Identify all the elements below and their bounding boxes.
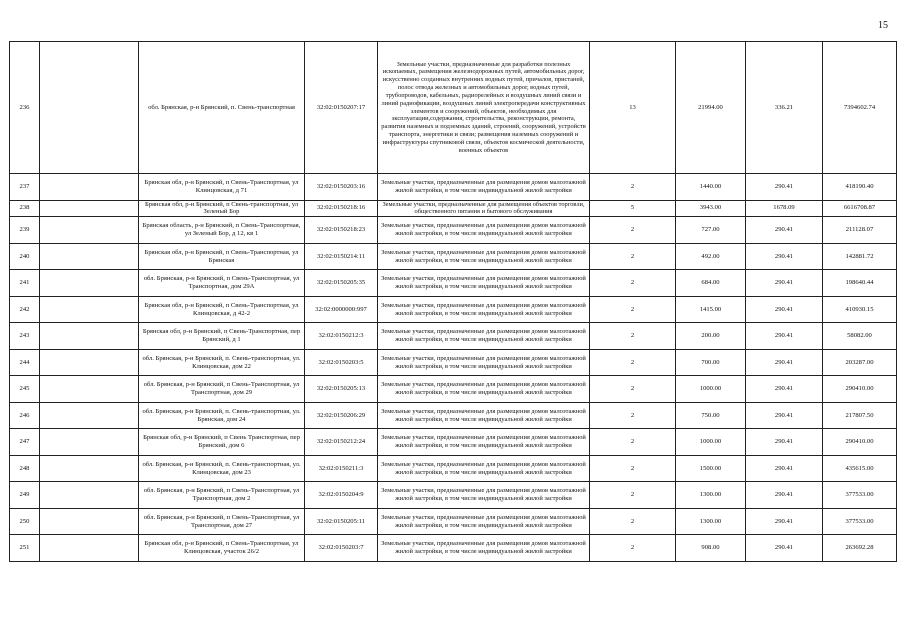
blank-cell [40,402,139,429]
row-number-cell: 243 [10,323,40,350]
blank-cell [40,243,139,270]
address-cell: Брянская обл, р-н Брянский, п Свень-Транспортная, ул Клинцовская, участок 26/2 [139,535,305,562]
land-use-group-cell: 2 [590,174,676,201]
table-row [10,174,897,201]
land-use-purpose-cell: Земельные участки, предназначенные для размещения домов малоэтажной жилой застройки, в том числе индивидуальной жилой застройки [378,482,590,509]
table-row [10,482,897,509]
land-use-purpose-cell: Земельные участки, предназначенные для размещения домов малоэтажной жилой застройки, в том числе индивидуальной жилой застройки [378,535,590,562]
row-number-cell: 247 [10,429,40,456]
cadastral-value-cell: 377533.00 [823,508,897,535]
address-cell: обл. Брянская, р-н Брянский, п. Свень-транспортная, ул. Клинцовская, дом 23 [139,455,305,482]
table-row [10,217,897,244]
land-use-purpose-cell: Земельные участки, предназначенные для размещения домов малоэтажной жилой застройки, в том числе индивидуальной жилой застройки [378,429,590,456]
land-use-group-cell: 2 [590,296,676,323]
cadastral-value-cell: 418190.40 [823,174,897,201]
cadastral-value-cell: 198640.44 [823,270,897,297]
area-cell: 492.00 [676,243,746,270]
row-number-cell: 237 [10,174,40,201]
row-number-cell: 242 [10,296,40,323]
cadastral-number-cell: 32:02:0150212:24 [305,429,378,456]
cadastral-number-cell: 32:02:0150205:11 [305,508,378,535]
area-cell: 1300.00 [676,508,746,535]
land-use-purpose-cell: Земельные участки, предназначенные для размещения домов малоэтажной жилой застройки, в том числе индивидуальной жилой застройки [378,217,590,244]
specific-value-cell: 290.41 [746,323,823,350]
address-cell: Брянская обл, р-н Брянский, п Свень-Транспортная, ул Брянская [139,243,305,270]
land-plot-register-table [9,41,897,562]
area-cell: 1000.00 [676,376,746,403]
area-cell: 21994.00 [676,42,746,174]
table-row [10,296,897,323]
cadastral-number-cell: 32:02:0150205:35 [305,270,378,297]
land-use-group-cell: 2 [590,402,676,429]
blank-cell [40,376,139,403]
land-use-group-cell: 2 [590,508,676,535]
cadastral-number-cell: 32:02:0150218:23 [305,217,378,244]
blank-cell [40,42,139,174]
land-use-purpose-cell: Земельные участки, предназначенные для размещения домов малоэтажной жилой застройки, в том числе индивидуальной жилой застройки [378,349,590,376]
land-use-purpose-cell: Земельные участки, предназначенные для размещения домов малоэтажной жилой застройки, в том числе индивидуальной жилой застройки [378,243,590,270]
area-cell: 1300.00 [676,482,746,509]
table-row [10,323,897,350]
blank-cell [40,455,139,482]
specific-value-cell: 290.41 [746,402,823,429]
land-use-purpose-cell: Земельные участки, предназначенные для размещения домов малоэтажной жилой застройки, в том числе индивидуальной жилой застройки [378,508,590,535]
address-cell: обл. Брянская, р-н Брянский, п. Свень-транспортная, ул. Клинцовская, дом 22 [139,349,305,376]
cadastral-number-cell: 32:02:0150205:13 [305,376,378,403]
cadastral-number-cell: 32:02:0150218:16 [305,200,378,217]
land-use-purpose-cell: Земельные участки, предназначенные для размещения домов малоэтажной жилой застройки, в том числе индивидуальной жилой застройки [378,402,590,429]
address-cell: обл. Брянская, р-н Брянский, п Свень-Транспортная, ул Транспортная, дом 2 [139,482,305,509]
table-row [10,455,897,482]
land-use-purpose-cell: Земельные участки, предназначенные для размещения домов малоэтажной жилой застройки, в том числе индивидуальной жилой застройки [378,296,590,323]
blank-cell [40,270,139,297]
land-use-group-cell: 2 [590,535,676,562]
row-number-cell: 251 [10,535,40,562]
row-number-cell: 250 [10,508,40,535]
land-use-purpose-cell: Земельные участки, предназначенные для размещения домов малоэтажной жилой застройки, в том числе индивидуальной жилой застройки [378,174,590,201]
cadastral-value-cell: 58082.00 [823,323,897,350]
cadastral-number-cell: 32:02:0150206:29 [305,402,378,429]
specific-value-cell: 336.21 [746,42,823,174]
cadastral-number-cell: 32:02:0150203:16 [305,174,378,201]
table-row [10,270,897,297]
cadastral-value-cell: 290410.00 [823,376,897,403]
row-number-cell: 246 [10,402,40,429]
land-use-group-cell: 2 [590,455,676,482]
specific-value-cell: 290.41 [746,270,823,297]
land-use-purpose-cell: Земельные участки, предназначенные для размещения объектов торговли, общественного питания и бытового обслуживания [378,200,590,217]
blank-cell [40,349,139,376]
row-number-cell: 249 [10,482,40,509]
blank-cell [40,217,139,244]
land-use-purpose-cell: Земельные участки, предназначенные для размещения домов малоэтажной жилой застройки, в том числе индивидуальной жилой застройки [378,376,590,403]
cadastral-number-cell: 32:02:0150207:17 [305,42,378,174]
area-cell: 684.00 [676,270,746,297]
address-cell: обл. Брянская, р-н Брянский, п. Свень-транспортная [139,42,305,174]
cadastral-value-cell: 410930.15 [823,296,897,323]
address-cell: обл. Брянская, р-н Брянский, п Свень-Транспортная, ул Транспортная, дом 27 [139,508,305,535]
specific-value-cell: 1678.09 [746,200,823,217]
land-use-group-cell: 2 [590,482,676,509]
area-cell: 1500.00 [676,455,746,482]
table-row [10,349,897,376]
land-use-group-cell: 13 [590,42,676,174]
row-number-cell: 244 [10,349,40,376]
area-cell: 1000.00 [676,429,746,456]
area-cell: 1415.00 [676,296,746,323]
table-row [10,508,897,535]
blank-cell [40,482,139,509]
land-use-purpose-cell: Земельные участки, предназначенные для размещения домов малоэтажной жилой застройки, в том числе индивидуальной жилой застройки [378,323,590,350]
specific-value-cell: 290.41 [746,296,823,323]
land-use-group-cell: 2 [590,243,676,270]
cadastral-number-cell: 32:02:0000000:997 [305,296,378,323]
row-number-cell: 238 [10,200,40,217]
land-use-purpose-cell: Земельные участки, предназначенные для размещения домов малоэтажной жилой застройки, в том числе индивидуальной жилой застройки [378,270,590,297]
address-cell: обл. Брянская, р-н Брянский, п Свень-Транспортная, ул Транспортная, дом 29А [139,270,305,297]
specific-value-cell: 290.41 [746,217,823,244]
blank-cell [40,296,139,323]
page-number: 15 [878,20,888,31]
land-use-group-cell: 2 [590,270,676,297]
blank-cell [40,200,139,217]
row-number-cell: 236 [10,42,40,174]
blank-cell [40,174,139,201]
address-cell: Брянская обл, р-н Брянский, п Свень Транспортная, пер Брянский, дом 6 [139,429,305,456]
address-cell: Брянская обл, р-н Брянский, п Свень-Транспортная, пер Брянский, д 1 [139,323,305,350]
blank-cell [40,535,139,562]
area-cell: 1440.00 [676,174,746,201]
table-row [10,243,897,270]
address-cell: Брянская область, р-н Брянский, п Свень-Транспортная, ул Зеленый Бор, д 12, кв 1 [139,217,305,244]
cadastral-value-cell: 377533.00 [823,482,897,509]
row-number-cell: 239 [10,217,40,244]
area-cell: 908.00 [676,535,746,562]
area-cell: 200.00 [676,323,746,350]
cadastral-number-cell: 32:02:0150203:7 [305,535,378,562]
specific-value-cell: 290.41 [746,174,823,201]
land-use-purpose-cell: Земельные участки, предназначенные для разработки полезных ископаемых, размещения железнодорожных путей, автомобильных дорог, искусственно созданных внутренних водных путей, причалов, пристаней, полос отвода железных и автомобильных дорог, водных путей, трубопроводов, кабельных, радиорелейных и воздушных линий связи и линий радиофикации, воздушных линий электропередачи конструктивных элементов и сооружений, объектов, необходимых для эксплуатации,содержания, строительства, реконструкции, ремонта, развития наземных и подземных зданий, строений, сооружений, устройств транспорта, энергетики и связи; размещения наземных сооружений и инфраструктуры спутниковой связи, объектов космической деятельности, военных объектов [378,42,590,174]
land-use-group-cell: 2 [590,349,676,376]
address-cell: Брянская обл, р-н Брянский, п Свень-транспортная, ул Зеленый Бор [139,200,305,217]
address-cell: обл. Брянская, р-н Брянский, п. Свень-транспортная, ул. Брянская, дом 24 [139,402,305,429]
cadastral-number-cell: 32:02:0150212:3 [305,323,378,350]
area-cell: 3943.00 [676,200,746,217]
cadastral-value-cell: 217807.50 [823,402,897,429]
address-cell: Брянская обл, р-н Брянский, п Свень-Транспортная, ул Клинцовская, д 42-2 [139,296,305,323]
land-use-purpose-cell: Земельные участки, предназначенные для размещения домов малоэтажной жилой застройки, в том числе индивидуальной жилой застройки [378,455,590,482]
cadastral-number-cell: 32:02:0150214:11 [305,243,378,270]
cadastral-value-cell: 142881.72 [823,243,897,270]
address-cell: обл. Брянская, р-н Брянский, п Свень-Транспортная, ул Транспортная, дом 29 [139,376,305,403]
blank-cell [40,508,139,535]
cadastral-number-cell: 32:02:0150203:5 [305,349,378,376]
row-number-cell: 248 [10,455,40,482]
specific-value-cell: 290.41 [746,482,823,509]
specific-value-cell: 290.41 [746,455,823,482]
specific-value-cell: 290.41 [746,429,823,456]
land-use-group-cell: 2 [590,429,676,456]
cadastral-value-cell: 203287.00 [823,349,897,376]
table-row [10,429,897,456]
cadastral-number-cell: 32:02:0150211:3 [305,455,378,482]
table-row [10,376,897,403]
row-number-cell: 240 [10,243,40,270]
table-row [10,200,897,217]
cadastral-value-cell: 7394602.74 [823,42,897,174]
specific-value-cell: 290.41 [746,508,823,535]
row-number-cell: 241 [10,270,40,297]
cadastral-value-cell: 263692.28 [823,535,897,562]
cadastral-value-cell: 6616708.87 [823,200,897,217]
land-use-group-cell: 2 [590,323,676,350]
table-row [10,535,897,562]
cadastral-number-cell: 32:02:0150204:9 [305,482,378,509]
cadastral-value-cell: 290410.00 [823,429,897,456]
area-cell: 700.00 [676,349,746,376]
table-row [10,402,897,429]
land-use-group-cell: 2 [590,217,676,244]
row-number-cell: 245 [10,376,40,403]
specific-value-cell: 290.41 [746,535,823,562]
cadastral-value-cell: 211128.07 [823,217,897,244]
area-cell: 750.00 [676,402,746,429]
table-row [10,42,897,174]
specific-value-cell: 290.41 [746,243,823,270]
blank-cell [40,323,139,350]
specific-value-cell: 290.41 [746,376,823,403]
blank-cell [40,429,139,456]
specific-value-cell: 290.41 [746,349,823,376]
area-cell: 727.00 [676,217,746,244]
land-use-group-cell: 5 [590,200,676,217]
address-cell: Брянская обл, р-н Брянский, п Свень-Транспортная, ул Клинцовская, д 71 [139,174,305,201]
land-use-group-cell: 2 [590,376,676,403]
cadastral-value-cell: 435615.00 [823,455,897,482]
